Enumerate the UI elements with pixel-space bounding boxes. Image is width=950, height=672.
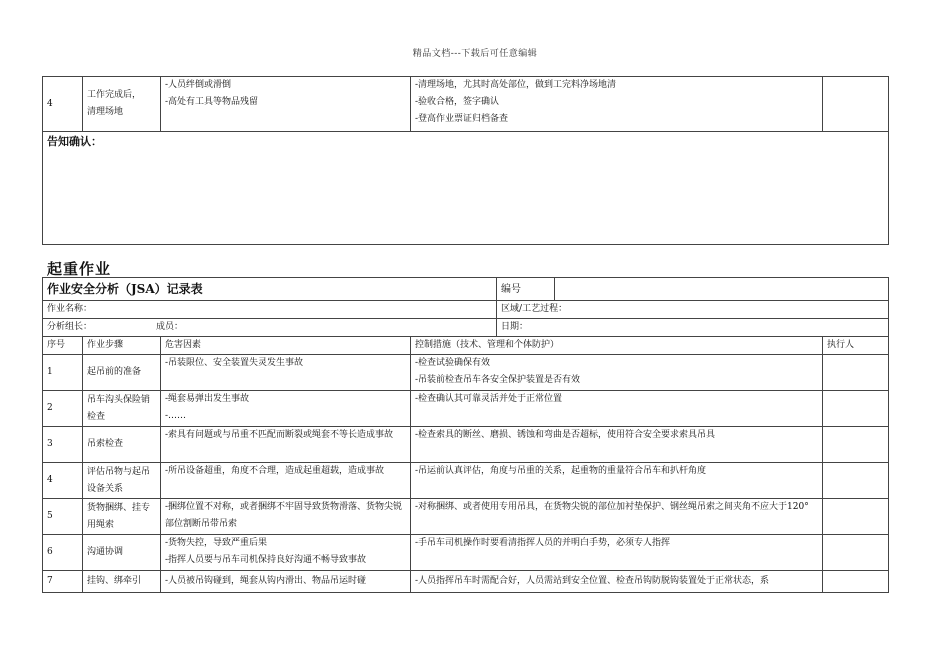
top-jsa-table	[42, 76, 889, 245]
row-number: 2	[43, 391, 83, 427]
date-field[interactable]: 日期：	[497, 319, 889, 337]
row-executor	[823, 571, 889, 593]
row-executor	[823, 499, 889, 535]
job-name-field[interactable]: 作业名称：	[43, 301, 497, 319]
row-hazards: -人员绊倒或滑倒 -高处有工具等物品残留	[161, 77, 411, 132]
row-controls: -吊运前认真评估，角度与吊重的关系，起重物的重量符合吊车和扒杆角度	[411, 463, 823, 499]
table-row	[43, 499, 889, 535]
jsa-title: 作业安全分析（JSA）记录表	[43, 278, 497, 301]
row-step: 沟通协调	[83, 535, 161, 571]
row-step: 评估吊物与起吊设备关系	[83, 463, 161, 499]
table-row	[43, 355, 889, 391]
col-header-executor: 执行人	[823, 337, 889, 355]
section-title: 起重作业	[47, 260, 112, 278]
row-number: 4	[43, 77, 83, 132]
row-number: 7	[43, 571, 83, 593]
row-step: 吊车沟头保险销检查	[83, 391, 161, 427]
notice-label: 告知确认：	[43, 132, 889, 245]
row-executor	[823, 535, 889, 571]
row-executor	[823, 427, 889, 463]
number-field[interactable]	[555, 278, 889, 301]
row-controls: -对称捆绑、或者使用专用吊具，在货物尖锐的部位加衬垫保护、钢丝绳吊索之间夹角不应大于120°	[411, 499, 823, 535]
row-executor	[823, 391, 889, 427]
table-row	[43, 463, 889, 499]
row-number: 4	[43, 463, 83, 499]
row-controls: -人员指挥吊车时需配合好，人员需站到安全位置、检查吊钩防脱钩装置处于正常状态，系	[411, 571, 823, 593]
row-controls: -手吊车司机操作时要看清指挥人员的并明白手势，必须专人指挥	[411, 535, 823, 571]
area-field[interactable]: 区域/工艺过程：	[497, 301, 889, 319]
row-hazards: -货物失控，导致严重后果 -指挥人员要与吊车司机保持良好沟通不畅导致事故	[161, 535, 411, 571]
row-step: 工作完成后， 清理场地	[83, 77, 161, 132]
col-header-hazard: 危害因素	[161, 337, 411, 355]
row-step: 吊索检查	[83, 427, 161, 463]
row-step: 货物捆绑、挂专用绳索	[83, 499, 161, 535]
row-number: 6	[43, 535, 83, 571]
row-step: 起吊前的准备	[83, 355, 161, 391]
row-number: 5	[43, 499, 83, 535]
column-header-row	[43, 337, 889, 355]
col-header-step: 作业步骤	[83, 337, 161, 355]
members-label: 成员：	[156, 322, 184, 332]
table-row	[43, 571, 889, 593]
header-note: 精品文档---下载后可任意编辑	[412, 49, 538, 59]
row-executor	[823, 355, 889, 391]
row-hazards: -捆绑位置不对称，或者捆绑不牢固导致货物滑落、货物尖锐部位割断吊带吊索	[161, 499, 411, 535]
row-controls: -检查试验确保有效 -吊装前检查吊车各安全保护装置是否有效	[411, 355, 823, 391]
row-controls: -清理场地，尤其时高处部位，做到工完料净场地清 -验收合格，签字确认 -登高作业票证归档备查	[411, 77, 823, 132]
col-header-control: 控制措施（技术、管理和个体防护）	[411, 337, 823, 355]
notice-row	[43, 132, 889, 245]
row-executor	[823, 77, 889, 132]
table-row	[43, 535, 889, 571]
row-controls: -检查确认其可靠灵活并处于正常位置	[411, 391, 823, 427]
team-leader-label: 分析组长：	[47, 322, 93, 332]
row-controls: -检查索具的断丝、磨损、锈蚀和弯曲是否超标，使用符合安全要求索具吊具	[411, 427, 823, 463]
meta-row-job	[43, 301, 889, 319]
row-hazards: -索具有问题或与吊重不匹配而断裂或绳套不等长造成事故	[161, 427, 411, 463]
jsa-record-table	[42, 277, 889, 593]
row-hazards: -所吊设备超重，角度不合理，造成起重超载，造成事故	[161, 463, 411, 499]
title-row	[43, 278, 889, 301]
row-number: 1	[43, 355, 83, 391]
team-field[interactable]	[43, 319, 497, 337]
row-executor	[823, 463, 889, 499]
row-number: 3	[43, 427, 83, 463]
number-label: 编号	[497, 278, 555, 301]
row-hazards: -绳套易弹出发生事故 -……	[161, 391, 411, 427]
meta-row-team	[43, 319, 889, 337]
row-step: 挂钩、绑牵引	[83, 571, 161, 593]
row-hazards: -人员被吊钩碰到，绳套从钩内滑出、物品吊运时碰	[161, 571, 411, 593]
table-row	[43, 391, 889, 427]
table-row	[43, 427, 889, 463]
table-row	[43, 77, 889, 132]
row-hazards: -吊装限位、安全装置失灵发生事故	[161, 355, 411, 391]
col-header-no: 序号	[43, 337, 83, 355]
